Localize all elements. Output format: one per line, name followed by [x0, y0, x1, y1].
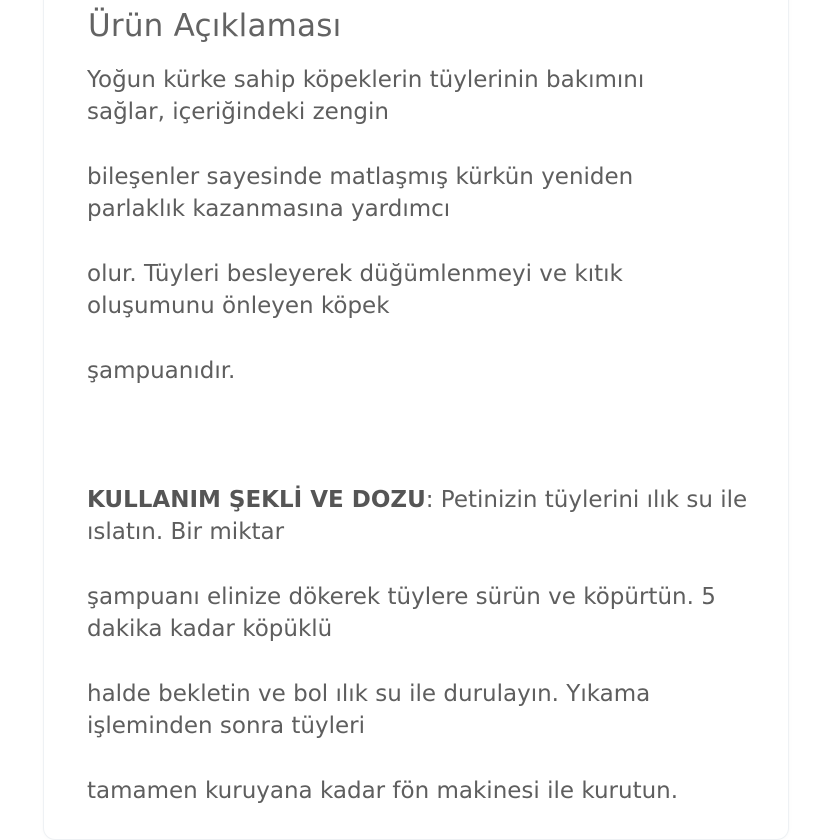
- section-title: Ürün Açıklaması: [88, 8, 342, 44]
- product-description-body: [87, 64, 767, 807]
- description-line: Yoğun kürke sahip köpeklerin tüylerinin bakımını: [87, 67, 645, 93]
- usage-first-line: [87, 484, 767, 516]
- usage-line: dakika kadar köpüklü: [87, 616, 333, 642]
- description-line: olur. Tüyleri besleyerek düğümlenmeyi ve kıtık: [87, 261, 623, 287]
- description-line: oluşumunu önleyen köpek: [87, 293, 390, 319]
- usage-heading: KULLANIM ŞEKLİ VE DOZU: [87, 487, 426, 513]
- description-line: şampuanıdır.: [87, 358, 236, 384]
- description-line: bileşenler sayesinde matlaşmış kürkün yeniden: [87, 164, 634, 190]
- usage-line: şampuanı elinize dökerek tüylere sürün ve köpürtün. 5: [87, 584, 716, 610]
- usage-first-line-text: : Petinizin tüylerini ılık su ile: [425, 487, 748, 513]
- usage-line: işleminden sonra tüyleri: [87, 713, 366, 739]
- description-line: sağlar, içeriğindeki zengin: [87, 99, 389, 125]
- description-line: parlaklık kazanmasına yardımcı: [87, 196, 451, 222]
- usage-line: halde bekletin ve bol ılık su ile durulayın. Yıkama: [87, 681, 651, 707]
- usage-line: ıslatın. Bir miktar: [87, 519, 285, 545]
- usage-line: tamamen kuruyana kadar fön makinesi ile kurutun.: [87, 778, 679, 804]
